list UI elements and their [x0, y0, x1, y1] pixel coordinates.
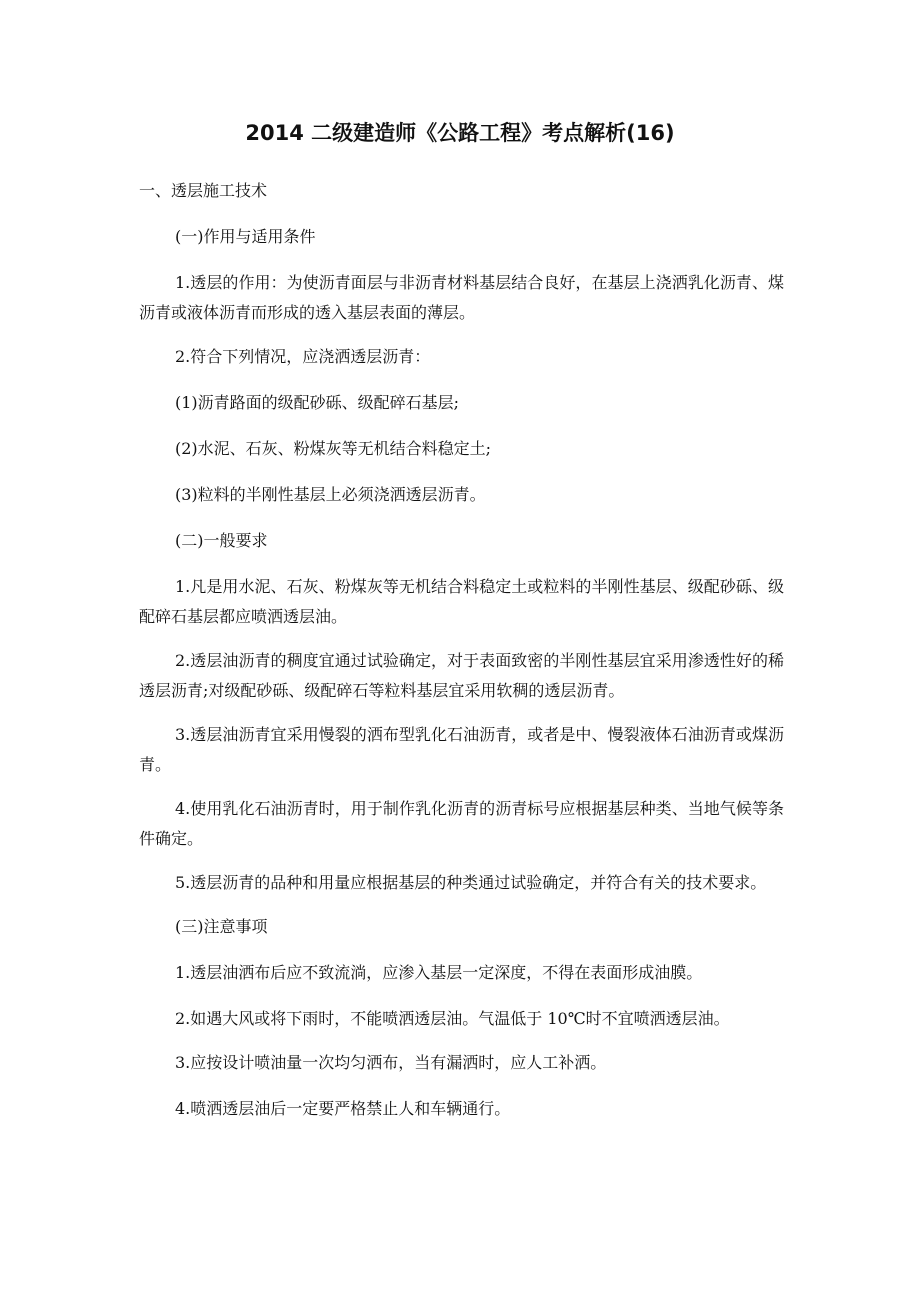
paragraph-1-2: 2.符合下列情况，应浇洒透层沥青：: [175, 347, 431, 366]
document-body: [139, 176, 784, 1140]
section-heading-1: 一、透层施工技术: [139, 181, 268, 200]
paragraph-2-4: 4.使用乳化石油沥青时，用于制作乳化沥青的沥青标号应根据基层种类、当地气候等条件确定。: [139, 799, 784, 848]
paragraph-2-5: 5.透层沥青的品种和用量应根据基层的种类通过试验确定，并符合有关的技术要求。: [175, 873, 767, 892]
paragraph-3-2: 2.如遇大风或将下雨时，不能喷洒透层油。气温低于 10℃时不宜喷洒透层油。: [175, 1009, 730, 1028]
list-item-1: (1)沥青路面的级配砂砾、级配碎石基层;: [175, 393, 460, 412]
paragraph-1-1: 1.透层的作用：为使沥青面层与非沥青材料基层结合良好，在基层上浇洒乳化沥青、煤沥青或液体沥青而形成的透入基层表面的薄层。: [139, 273, 784, 322]
paragraph-2-3: 3.透层油沥青宜采用慢裂的洒布型乳化石油沥青，或者是中、慢裂液体石油沥青或煤沥青。: [139, 725, 784, 774]
list-item-2: (2)水泥、石灰、粉煤灰等无机结合料稳定土;: [175, 439, 492, 458]
subsection-heading-3: (三)注意事项: [175, 917, 268, 936]
paragraph-2-2: 2.透层油沥青的稠度宜通过试验确定，对于表面致密的半刚性基层宜采用渗透性好的稀透层沥青;对级配砂砾、级配碎石等粒料基层宜采用软稠的透层沥青。: [139, 651, 784, 700]
subsection-heading-1: (一)作用与适用条件: [175, 227, 316, 246]
paragraph-3-1: 1.透层油洒布后应不致流淌，应渗入基层一定深度，不得在表面形成油膜。: [175, 963, 703, 982]
paragraph-3-3: 3.应按设计喷油量一次均匀洒布，当有漏洒时，应人工补洒。: [175, 1053, 607, 1072]
subsection-heading-2: (二)一般要求: [175, 531, 268, 550]
document-title: 2014 二级建造师《公路工程》考点解析(16): [245, 121, 675, 145]
list-item-3: (3)粒料的半刚性基层上必须浇洒透层沥青。: [175, 485, 486, 504]
paragraph-3-4: 4.喷洒透层油后一定要严格禁止人和车辆通行。: [175, 1099, 511, 1118]
paragraph-2-1: 1.凡是用水泥、石灰、粉煤灰等无机结合料稳定土或粒料的半刚性基层、级配砂砾、级配碎石基层都应喷洒透层油。: [139, 577, 784, 626]
